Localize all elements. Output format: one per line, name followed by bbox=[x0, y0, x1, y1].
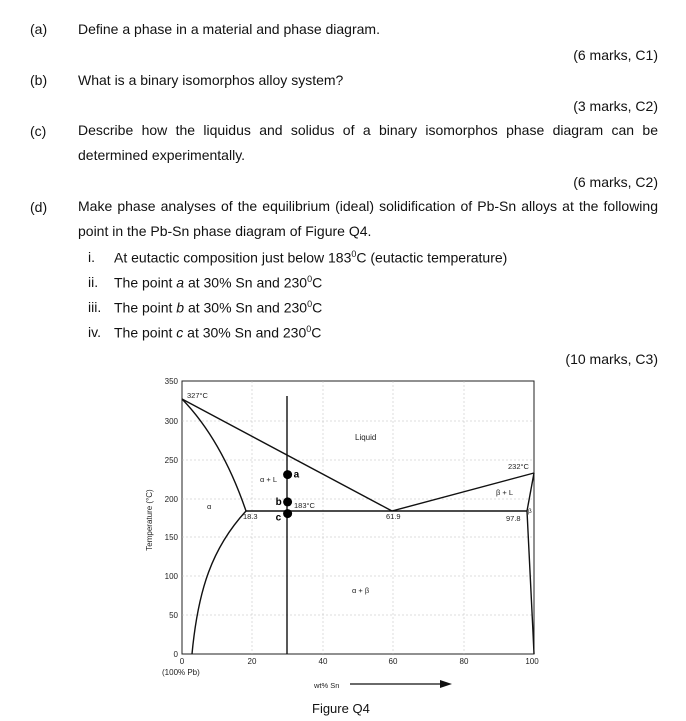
subitem-iv-text: The point c at 30% Sn and $230^0C$ bbox=[114, 324, 322, 341]
question-d-text: Make phase analyses of the equilibrium (ideal) solidification of Pb-Sn alloys at the following point in the Pb-Sn phase diagram of Figure Q4. bbox=[78, 198, 658, 239]
subitem-iii-number: iii. bbox=[88, 299, 102, 315]
y-tick-0: 0 bbox=[173, 650, 178, 659]
eutectic-composition-label: 61.9 bbox=[386, 512, 401, 521]
figure-caption: Figure Q4 bbox=[312, 701, 370, 716]
solidus-beta-line bbox=[527, 473, 534, 511]
y-tick-300: 300 bbox=[164, 417, 178, 426]
y-tick-150: 150 bbox=[164, 533, 178, 542]
liquid-region-label: Liquid bbox=[355, 433, 377, 442]
question-c-text: Describe how the liquidus and solidus of a binary isomorphos phase diagram can be determined experimentally. bbox=[78, 122, 658, 163]
subitem-i-number: i. bbox=[88, 249, 95, 265]
point-b-marker bbox=[283, 497, 292, 506]
y-tick-200: 200 bbox=[164, 495, 178, 504]
question-a-text: Define a phase in a material and phase diagram. bbox=[78, 21, 380, 37]
x-tick-80: 80 bbox=[459, 657, 469, 666]
beta-liquid-region-label: β + L bbox=[496, 488, 514, 497]
point-b-label: b bbox=[275, 496, 282, 508]
x-tick-60: 60 bbox=[388, 657, 398, 666]
y-tick-100: 100 bbox=[164, 572, 178, 581]
question-a-marks: (6 marks, C1) bbox=[573, 47, 658, 63]
sn-melting-label: 232°C bbox=[508, 462, 529, 471]
question-d-marks: (10 marks, C3) bbox=[565, 351, 658, 367]
question-c-label: (c) bbox=[30, 123, 47, 139]
eutectic-temp-label: 183°C bbox=[294, 501, 315, 510]
subitem-iv-number: iv. bbox=[88, 324, 101, 340]
beta-region-label: β bbox=[528, 508, 532, 515]
alpha-beta-region-label: α + β bbox=[352, 586, 370, 595]
subitem-ii-text: The point a at 30% Sn and $230^0C$ bbox=[114, 274, 323, 291]
x-tick-20: 20 bbox=[247, 657, 257, 666]
x-origin-note: (100% Pb) bbox=[162, 668, 200, 677]
alpha-composition-label: 18.3 bbox=[243, 512, 258, 521]
x-tick-100: 100 bbox=[525, 657, 539, 666]
plot-frame bbox=[182, 381, 534, 654]
question-b-marks: (3 marks, C2) bbox=[573, 98, 658, 114]
subitem-i-text: At eutactic composition just below $183^0C$ (eutactic temperature) bbox=[114, 249, 508, 266]
pb-melting-label: 327°C bbox=[187, 391, 208, 400]
point-a-label: a bbox=[293, 469, 300, 481]
y-tick-250: 250 bbox=[164, 456, 178, 465]
y-tick-350: 350 bbox=[164, 377, 178, 386]
alpha-region-label: α bbox=[207, 502, 212, 511]
x-axis-label: wt% Sn bbox=[314, 681, 340, 690]
point-c-marker bbox=[283, 509, 292, 518]
question-c-marks: (6 marks, C2) bbox=[573, 174, 658, 190]
subitem-iii-text: The point b at 30% Sn and $230^0C$ bbox=[114, 299, 323, 316]
gridlines bbox=[182, 381, 534, 654]
y-axis-label: Temperature (°C) bbox=[145, 489, 154, 551]
arrow-head-icon bbox=[440, 680, 452, 688]
question-b-label: (b) bbox=[30, 72, 48, 88]
solvus-beta-line bbox=[527, 511, 534, 654]
point-c-label: c bbox=[275, 512, 282, 524]
question-b-text: What is a binary isomorphos alloy system? bbox=[78, 72, 344, 88]
x-tick-0: 0 bbox=[179, 657, 185, 666]
solvus-alpha-line bbox=[192, 511, 246, 654]
point-a-marker bbox=[283, 470, 292, 479]
beta-composition-label: 97.8 bbox=[506, 514, 521, 523]
question-d-label: (d) bbox=[30, 199, 48, 215]
subitem-ii-number: ii. bbox=[88, 274, 99, 290]
alpha-liquid-region-label: α + L bbox=[260, 475, 278, 484]
y-tick-50: 50 bbox=[169, 611, 178, 620]
question-a-label: (a) bbox=[30, 21, 48, 37]
x-tick-40: 40 bbox=[318, 657, 328, 666]
